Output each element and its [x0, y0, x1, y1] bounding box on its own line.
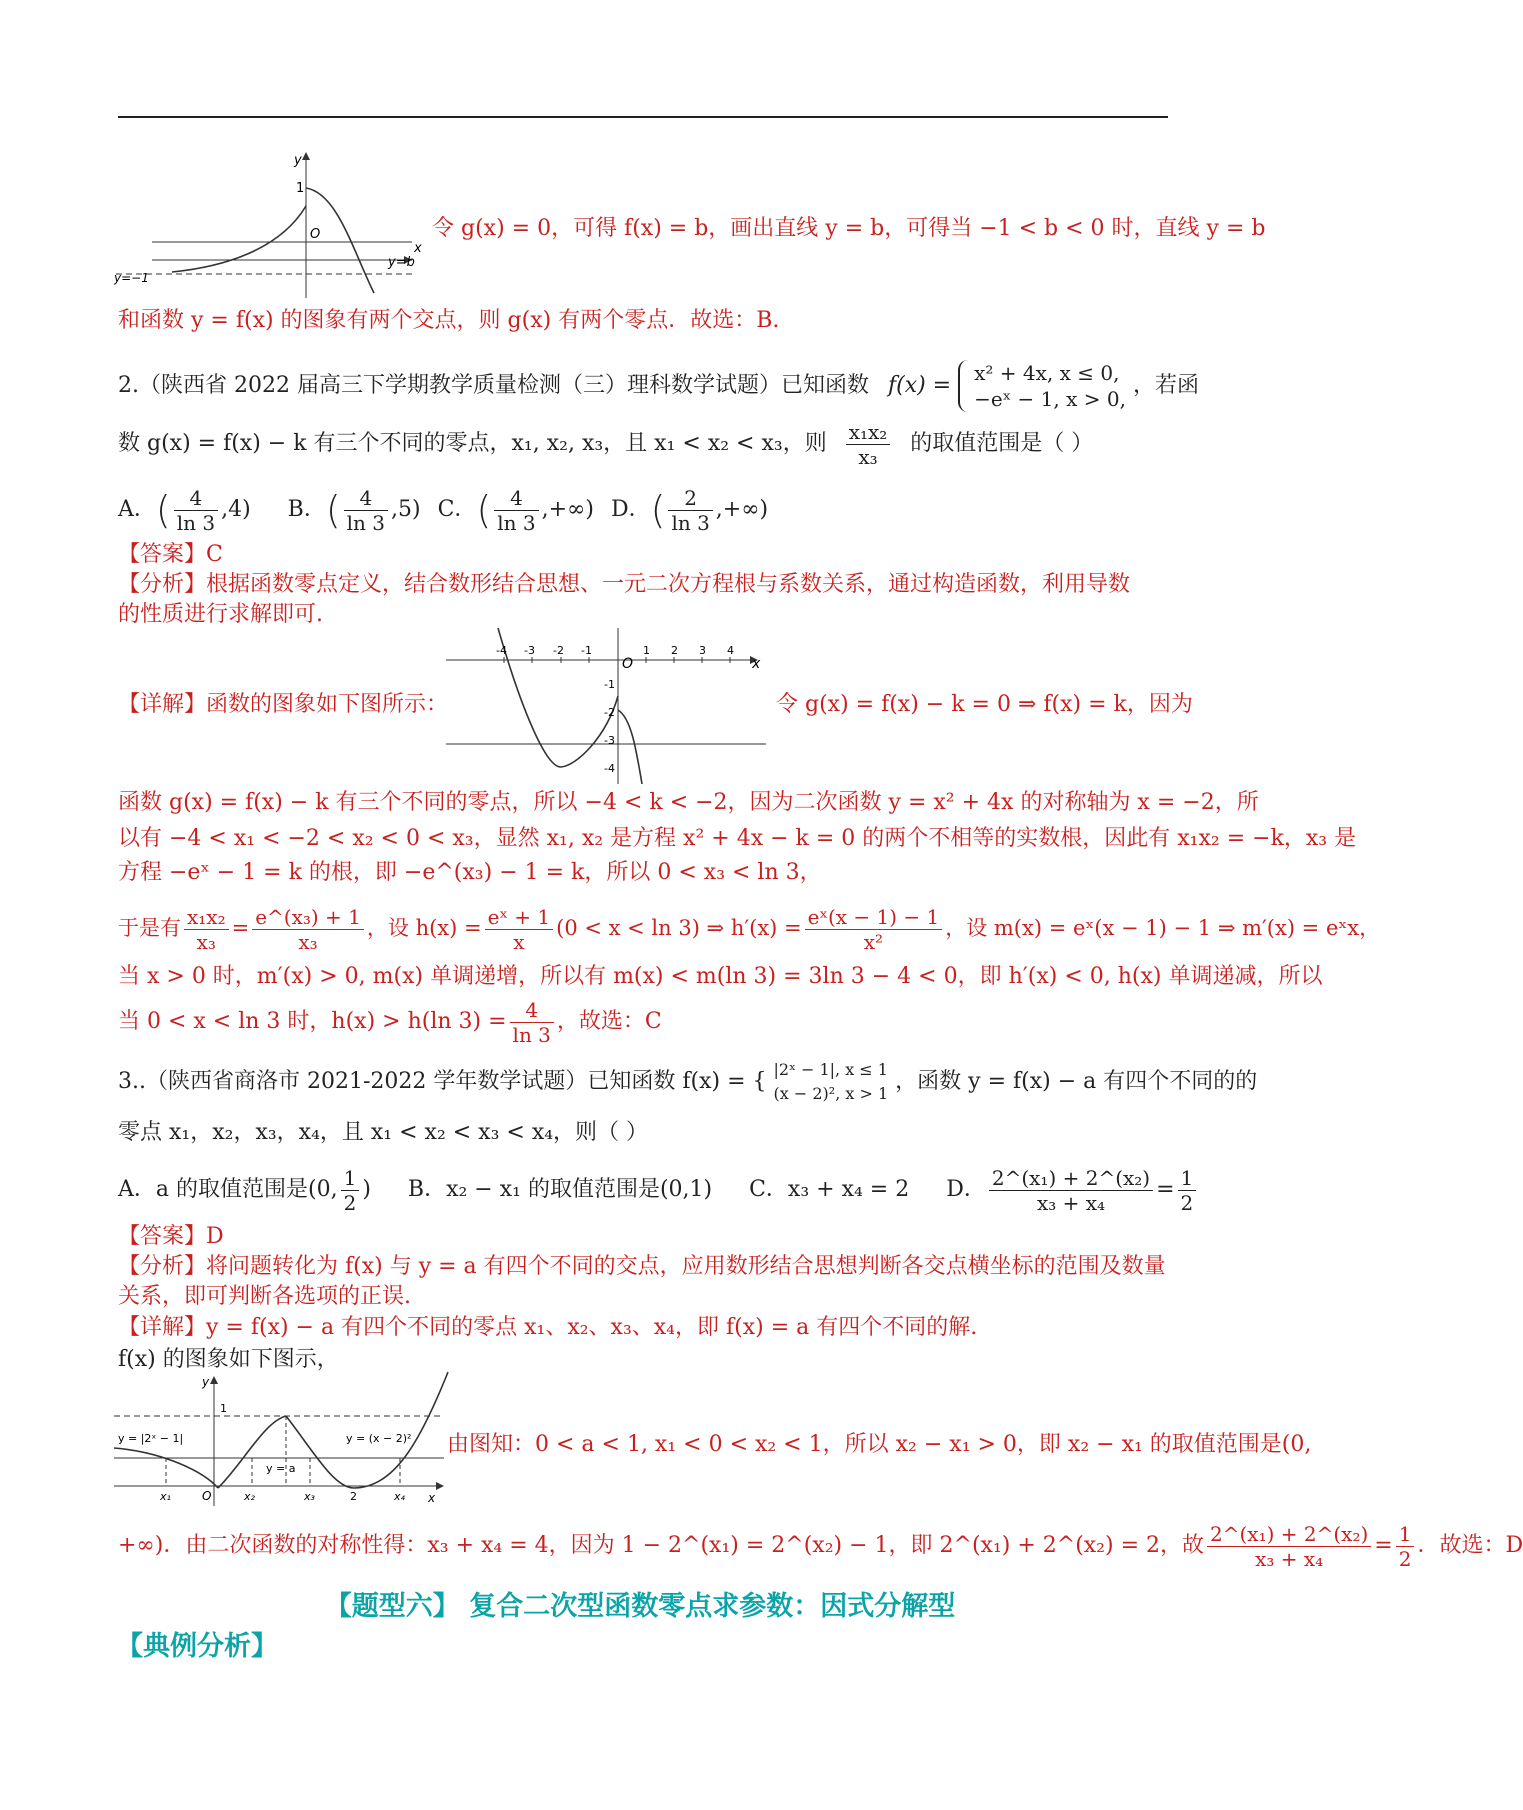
q2-d4-frac1: $\frac{\text{x₁x₂}}{\text{x₃}}$: [184, 905, 229, 954]
g2-xtick-3: 3: [699, 644, 706, 657]
q3-piecewise: |2ˣ − 1|, x ≤ 1 (x − 2)², x > 1: [773, 1060, 889, 1103]
q2-d4-frac4: $\frac{\text{eˣ(x − 1) − 1}}{\text{x²}}$: [805, 905, 943, 954]
q2-stem-d: 的取值范围是（ ）: [910, 431, 1094, 456]
q3-stem-line2: 零点 x₁，x₂，x₃，x₄，且 x₁ < x₂ < x₃ < x₄，则（ ）: [118, 1120, 649, 1145]
g3-x4: x₄: [394, 1490, 405, 1503]
q3-option-a[interactable]: A．a 的取值范围是(0, $\frac{1}{2}$ ): [118, 1165, 371, 1215]
g1-ym1: y=−1: [114, 271, 149, 285]
g3-O: O: [202, 1489, 212, 1503]
q2-ratio: [846, 420, 891, 469]
g2-O: O: [622, 656, 634, 672]
g3-ya: y = a: [266, 1462, 296, 1475]
q2-detail-b: 令 g(x) = f(x) − k = 0 ⇒ f(x) = k，因为: [776, 692, 1193, 717]
g2-ytick-neg2: -2: [604, 706, 615, 719]
q2-options: [118, 480, 768, 540]
q2-answer: 【答案】C: [118, 542, 223, 567]
g1-one: 1: [296, 181, 305, 196]
q3-d4-half: $\frac{1}{2}$: [1396, 1522, 1415, 1571]
g1-x: x: [414, 241, 422, 256]
g2-xtick-4: 4: [727, 644, 734, 657]
g2-ytick-neg1: -1: [604, 678, 615, 691]
q3-analysis-2: 关系，即可判断各选项的正误.: [118, 1284, 411, 1309]
g2-xtick-neg2: -2: [553, 644, 564, 657]
q3-options: [118, 1160, 1199, 1220]
q2-option-d[interactable]: D．( $\frac{2}{\ln 3}$ ,+∞): [610, 485, 769, 535]
q3-analysis-1: 【分析】将问题转化为 f(x) 与 y = a 有四个不同的交点，应用数形结合思想判断各交点横坐标的范围及数量: [118, 1254, 1166, 1279]
q3-detail-2: f(x) 的图象如下图示，: [118, 1347, 339, 1372]
q2-d6-frac: $\frac{4}{\ln 3}$: [510, 998, 554, 1047]
q3-detail-4: +∞)．由二次函数的对称性得：x₃ + x₄ = 4，因为 1 − 2^(x₁) = 2^(x₂) − 1，即 2^(x₁) + 2^(x₂) = 2，故 $\frac{\text{2\textasciicircum{}(x₁) + 2\textasciicircum{}(x₂)}}{\text{x₃ + x₄}}$ = $\frac{1}{2}$ ．故选：D: [118, 1521, 1523, 1571]
g2-xtick-2: 2: [671, 644, 678, 657]
q2-case2: −eˣ − 1, x > 0,: [974, 387, 1126, 411]
g1-y: y: [294, 153, 302, 168]
q2-detail-a: 【详解】函数的图象如下图所示：: [118, 692, 449, 717]
q2-option-c[interactable]: C．( $\frac{4}{\ln 3}$ ,+∞): [437, 485, 594, 535]
graph-3: [114, 1372, 450, 1506]
top-rule: [118, 116, 1168, 118]
subsection-title: 【典例分析】: [116, 1631, 278, 1662]
q3-option-c[interactable]: C．x₃ + x₄ = 2: [749, 1177, 910, 1202]
q2-analysis-1: 【分析】根据函数零点定义，结合数形结合思想、一元二次方程根与系数关系，通过构造函数，利用导数: [118, 572, 1131, 597]
g2-ytick-neg4: -4: [604, 762, 615, 775]
q2-option-a[interactable]: A．( $\frac{4}{\ln 3}$ ,4): [118, 485, 251, 535]
g2-xtick-neg1: -1: [581, 644, 592, 657]
g3-x1: x₁: [160, 1490, 171, 1503]
q3-detail-1: 【详解】y = f(x) − a 有四个不同的零点 x₁、x₂、x₃、x₄，即 f(x) = a 有四个不同的解.: [118, 1315, 978, 1340]
q3-option-b[interactable]: B．x₂ − x₁ 的取值范围是(0,1): [407, 1177, 713, 1202]
g2-ytick-neg3: -3: [604, 734, 615, 747]
q2-option-b[interactable]: B．( $\frac{4}{\ln 3}$ ,5): [287, 485, 421, 535]
q3-stem-line1: 3..（陕西省商洛市 2021-2022 学年数学试题）已知函数 f(x) = { |2ˣ − 1|, x ≤ 1 (x − 2)², x > 1 ，函数 y = f(x) − a 有四个不同的的: [118, 1052, 1257, 1112]
q3-detail-3: 由图知：0 < a < 1, x₁ < 0 < x₂ < 1，所以 x₂ − x₁ > 0，即 x₂ − x₁ 的取值范围是(0,: [447, 1432, 1312, 1457]
q2-case1: x² + 4x, x ≤ 0,: [974, 361, 1120, 385]
g3-right: y = (x − 2)²: [346, 1432, 412, 1445]
q3-option-d[interactable]: D． $\frac{\text{2\textasciicircum{}(x₁) + 2\textasciicircum{}(x₂)}}{\text{x₃ + x₄}}$ = $\frac{1}{2}$: [946, 1177, 1199, 1202]
q2-stem-a: 2.（陕西省 2022 届高三下学期教学质量检测（三）理科数学试题）已知函数: [118, 373, 869, 398]
g1-O: O: [310, 227, 321, 242]
g3-x3: x₃: [304, 1490, 315, 1503]
g2-xtick-neg4: -4: [496, 644, 507, 657]
q2-analysis-2: 的性质进行求解即可.: [118, 602, 323, 627]
q3-d4-frac: $\frac{\text{2\textasciicircum{}(x₁) + 2\textasciicircum{}(x₂)}}{\text{x₃ + x₄}}$: [1207, 1522, 1371, 1571]
g3-two: 2: [350, 1490, 357, 1503]
g1-yb: y=b: [388, 255, 415, 270]
q2-stem-b: ，若函: [1132, 373, 1199, 398]
q2-piecewise: [958, 360, 1126, 412]
q2-d4-frac3: $\frac{\text{eˣ + 1}}{x}$: [485, 905, 554, 954]
section-title: 【题型六】 复合二次型函数零点求参数：因式分解型: [324, 1591, 956, 1622]
q2-stem-c: 数 g(x) = f(x) − k 有三个不同的零点，x₁, x₂, x₃，且 x₁ < x₂ < x₃，则: [118, 431, 827, 456]
g2-xtick-1: 1: [643, 644, 650, 657]
q2-ratio-den: x₃: [858, 444, 878, 469]
q2-detail-1: 函数 g(x) = f(x) − k 有三个不同的零点，所以 −4 < k < −2，因为二次函数 y = x² + 4x 的对称轴为 x = −2，所: [118, 790, 1259, 815]
q2-detail-2: 以有 −4 < x₁ < −2 < x₂ < 0 < x₃，显然 x₁, x₂ 是方程 x² + 4x − k = 0 的两个不相等的实数根，因此有 x₁x₂ = −k，x₃ 是: [118, 826, 1357, 851]
g2-xtick-neg3: -3: [524, 644, 535, 657]
q2-stem-line1: [118, 356, 1199, 416]
q2-detail-5: 当 x > 0 时，m′(x) > 0, m(x) 单调递增，所以有 m(x) < m(ln 3) = 3ln 3 − 4 < 0，即 h′(x) < 0, h(x) 单调递减，所以: [118, 964, 1323, 989]
graph-2: [446, 628, 776, 784]
q2-ratio-num: x₁x₂: [846, 420, 891, 445]
p1-line2: 和函数 y = f(x) 的图象有两个交点，则 g(x) 有两个零点．故选：B.: [118, 308, 780, 333]
q2-stem-line2: [118, 414, 1093, 474]
q3-answer: 【答案】D: [118, 1224, 224, 1249]
q2-detail-3: 方程 −eˣ − 1 = k 的根，即 −e^(x₃) − 1 = k，所以 0 < x₃ < ln 3，: [118, 860, 822, 885]
q2-d4-frac2: $\frac{\text{e\textasciicircum{}(x₃) + 1}}{\text{x₃}}$: [252, 905, 364, 954]
q2-detail-4: 于是有 $\frac{\text{x₁x₂}}{\text{x₃}}$ = $\frac{\text{e\textasciicircum{}(x₃) + 1}}{\text{x₃}}$ ，设 h(x) = $\frac{\text{eˣ + 1}}{x}$ (0 < x < ln 3) ⇒ h′(x) = $\frac{\text{eˣ(x − 1) − 1}}{\text{x²}}$ ，设 m(x) = eˣ(x − 1) − 1 ⇒ m′(x) = eˣx，: [118, 905, 1381, 954]
p1-line1: 令 g(x) = 0，可得 f(x) = b，画出直线 y = b，可得当 −1 < b < 0 时，直线 y = b: [432, 216, 1266, 241]
g3-x2: x₂: [244, 1490, 255, 1503]
g3-left: y = |2ˣ − 1|: [118, 1432, 184, 1445]
q2-detail-6: 当 0 < x < ln 3 时，h(x) > h(ln 3) = $\frac{4}{\ln 3}$ ，故选：C: [118, 997, 662, 1047]
g3-y: y: [202, 1375, 210, 1389]
q2-fx: f(x) =: [887, 373, 952, 398]
g3-one: 1: [220, 1402, 227, 1415]
g3-x: x: [428, 1491, 436, 1505]
graph-1: [112, 148, 432, 300]
g2-x: x: [752, 656, 761, 672]
